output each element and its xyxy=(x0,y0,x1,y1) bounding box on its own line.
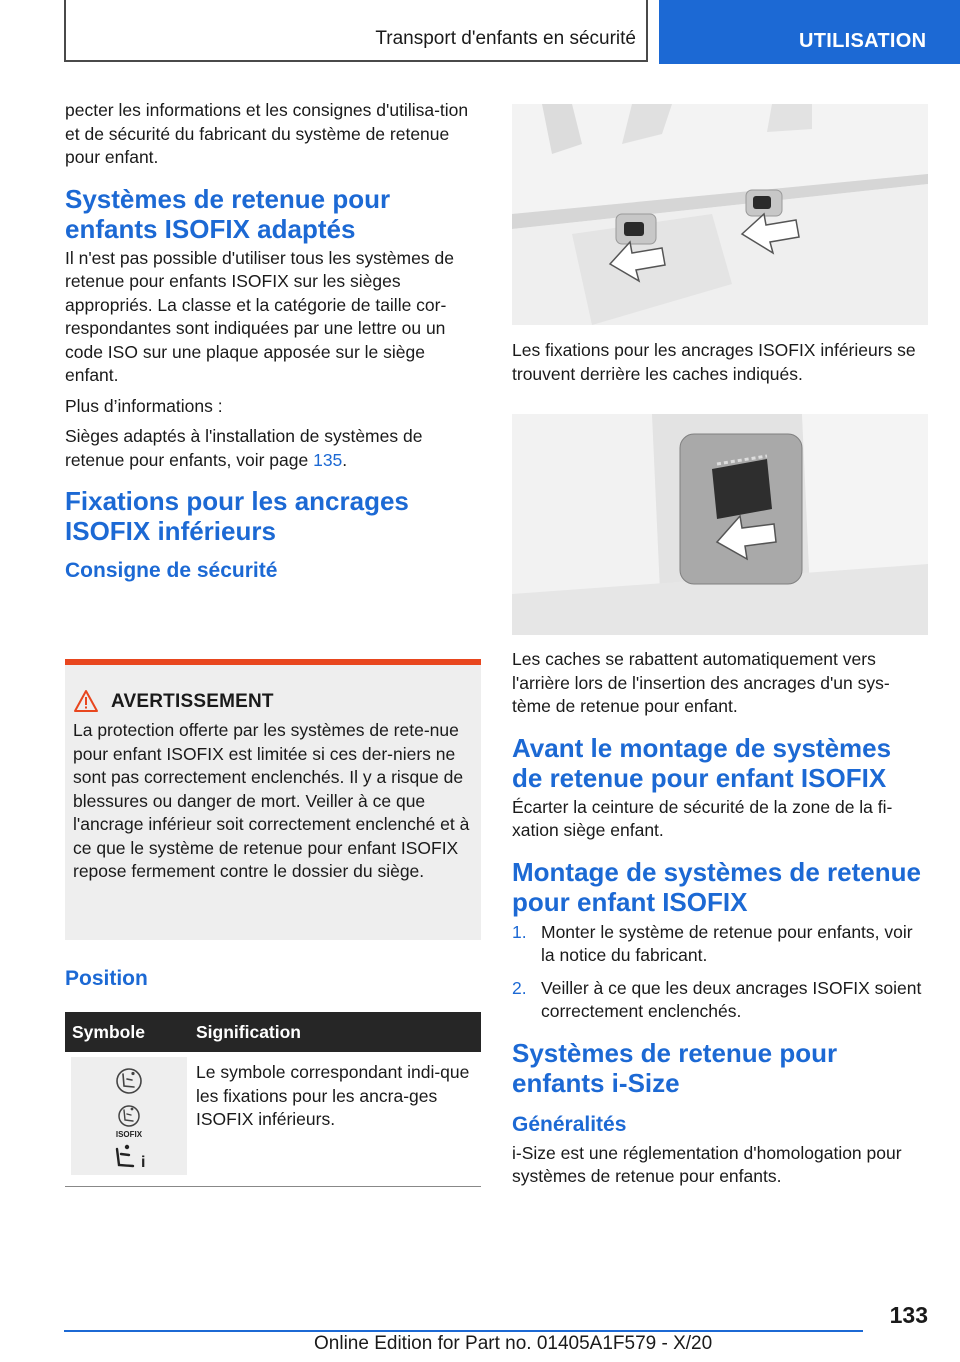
paragraph-sieges-adaptes xyxy=(65,425,481,472)
caption-fixations: Les fixations pour les ancrages ISOFIX inférieurs se trouvent derrière les caches indiqués. xyxy=(512,340,916,384)
right-caption-1-wrap xyxy=(512,339,928,393)
sieges-text: Sièges adaptés à l'installation de systèmes de retenue pour enfants, voir page xyxy=(65,426,423,470)
paragraph-avant-montage: Écarter la ceinture de sécurité de la zone de la fi-xation siège enfant. xyxy=(512,796,893,840)
heading-isize: Systèmes de retenue pour enfants i-Size xyxy=(512,1037,838,1098)
step-text: Monter le système de retenue pour enfants, voir la notice du fabricant. xyxy=(541,921,913,965)
symbol-table-header xyxy=(65,1012,481,1052)
table-bottom-rule xyxy=(65,1186,481,1187)
montage-steps xyxy=(512,921,928,1024)
step-text: Veiller à ce que les deux ancrages ISOFIX soient correctement enclenchés. xyxy=(541,977,922,1021)
footer-rule xyxy=(64,1330,863,1332)
heading-position: Position xyxy=(65,967,148,990)
heading-generalites: Généralités xyxy=(512,1112,627,1136)
heading-montage: Montage de systèmes de retenue pour enfant ISOFIX xyxy=(512,856,921,917)
paragraph-isofix-adaptes: Il n'est pas possible d'utiliser tous les systèmes de retenue pour enfants ISOFIX sur les sièges appropriés. La classe et la catégorie de taille cor-respondantes sont indiquées par une lettre ou un code ISO sur une plaque apposée sur le siège enfant. xyxy=(65,247,454,385)
table-col-meaning: Signification xyxy=(196,1022,301,1042)
right-column xyxy=(512,648,928,1196)
warning-text: La protection offerte par les systèmes de rete-nue pour enfant ISOFIX est limitée si ces der-niers ne sont pas correctement enclenchés. Il y a risque de blessures ou danger de mort. Veiller à ce que l'ancrage inférieur soit correctement enclenché et à ce que le système de retenue pour enfant ISOFIX repose fermement contre le dossier du siège. xyxy=(73,720,470,881)
warning-triangle-icon xyxy=(73,689,99,713)
paragraph-generalites: i-Size est une réglementation d'homologation pour systèmes de retenue pour enfants. xyxy=(512,1142,902,1186)
list-item xyxy=(512,977,928,1024)
isofix-seat-icon xyxy=(71,1057,187,1175)
header-chapter-tab xyxy=(659,0,960,64)
heading-fixations: Fixations pour les ancrages ISOFIX inférieurs xyxy=(65,486,409,546)
heading-consigne: Consigne de sécurité xyxy=(65,559,278,582)
isofix-info-letter: i xyxy=(141,1154,146,1171)
heading-avant-montage: Avant le montage de systèmes de retenue pour enfant ISOFIX xyxy=(512,732,892,793)
heading-isofix-adaptes: Systèmes de retenue pour enfants ISOFIX adaptés xyxy=(65,183,391,244)
paragraph-plus-info: Plus d’informations : xyxy=(65,395,223,416)
isofix-covers-illustration xyxy=(512,104,928,325)
header-section-title: Transport d'enfants en sécurité xyxy=(375,28,636,49)
table-symbol-cell xyxy=(71,1057,187,1175)
table-meaning-cell: Le symbole correspondant indi-que les fixations pour les ancra-ges ISOFIX inférieurs. xyxy=(196,1062,470,1129)
warning-box xyxy=(65,659,481,940)
intro-paragraph: pecter les informations et les consignes d'utilisa-tion et de sécurité du fabricant du système de retenue pour enfant. xyxy=(65,100,469,167)
header-chapter-label: UTILISATION xyxy=(799,30,927,52)
step-number: 2. xyxy=(512,977,527,998)
page-link-135[interactable]: 135 xyxy=(313,449,343,470)
sieges-suffix: . xyxy=(342,449,348,470)
footer-edition: Online Edition for Part no. 01405A1F579 - X/20 xyxy=(314,1333,713,1354)
isofix-cover-closeup-illustration xyxy=(512,414,928,635)
step-number: 1. xyxy=(512,921,527,942)
isofix-label: ISOFIX xyxy=(115,1130,143,1139)
caption-caches: Les caches se rabattent automatiquement vers l'arrière lors de l'insertion des ancrages d'un sys-tème de retenue pour enfant. xyxy=(512,649,890,716)
table-col-symbol: Symbole xyxy=(72,1022,145,1042)
left-column xyxy=(65,99,481,588)
header-section-box xyxy=(64,0,648,62)
page-number: 133 xyxy=(889,1302,928,1328)
warning-title: AVERTISSEMENT xyxy=(111,691,274,712)
list-item xyxy=(512,921,928,968)
